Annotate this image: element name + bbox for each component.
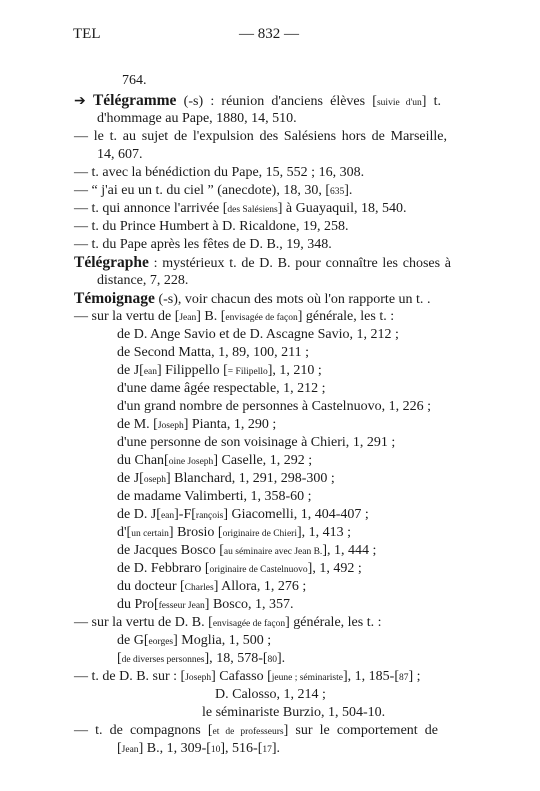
bold-ref: 1, [218, 345, 229, 360]
editorial-insert: envisagée de façon [212, 619, 286, 629]
bold-ref: t. [416, 292, 424, 307]
text-run: ), voir chacun des mots où l'on rapporte un [173, 292, 417, 307]
bold-ref: 1, [228, 633, 240, 648]
bold-ref: 1, [283, 687, 294, 702]
index-line [74, 92, 441, 112]
index-line [117, 560, 362, 579]
bold-ref: 18, [283, 183, 301, 198]
bold-ref: t. [109, 129, 118, 144]
bold-ref: 14, [97, 147, 115, 162]
bold-ref: 1, [269, 453, 281, 468]
index-line [97, 272, 188, 289]
text-run: — [74, 165, 92, 180]
bold-ref: 1, [283, 381, 294, 396]
text-run: du Prince Humbert à D. Ricaldone, [98, 219, 304, 234]
text-run: D. Calosso, [215, 687, 284, 702]
index-line [117, 416, 276, 435]
index-line [117, 578, 306, 597]
text-run: ], [296, 525, 309, 540]
index-line [117, 326, 399, 343]
text-run: ]. [271, 741, 281, 756]
text-run: ( [176, 94, 189, 109]
text-run: 764. [122, 73, 147, 88]
italic-text: -s [188, 94, 199, 109]
index-line [74, 290, 430, 308]
text-run: ] à Guayaquil, [277, 201, 361, 216]
text-run: de Second Matta, [117, 345, 219, 360]
index-line [117, 362, 322, 381]
editorial-insert: oseph [143, 475, 166, 485]
index-line [117, 596, 293, 615]
bold-ref: 1, [308, 525, 320, 540]
editorial-insert: 17 [262, 745, 272, 755]
text-run: de D. B. sur : [ [98, 669, 186, 684]
text-run: — t. du Pape après les fêtes de D. B., [74, 237, 287, 252]
editorial-insert: ean [160, 511, 175, 521]
index-line [202, 704, 385, 721]
index-line [122, 72, 147, 89]
index-line [117, 398, 431, 415]
bold-ref: t. [366, 615, 375, 630]
text-run: ]. [344, 183, 353, 198]
text-run: 578-[ [233, 651, 268, 666]
text-run: du Chan[ [117, 453, 169, 468]
text-run: ]. [277, 651, 286, 666]
editorial-insert: oine Joseph [168, 457, 214, 467]
text-run: 212 ; [293, 381, 326, 396]
text-run: de compagnons [ [102, 723, 213, 738]
bold-ref: 1, [388, 399, 400, 414]
text-run: 607. [114, 147, 143, 162]
index-line [117, 650, 285, 669]
text-run: 292 ; [280, 453, 313, 468]
bold-ref: 1, [356, 327, 368, 342]
index-line [117, 506, 369, 525]
text-run: . [423, 292, 431, 307]
text-run: 290 ; [244, 417, 277, 432]
text-run: ] B., [138, 741, 167, 756]
index-line [74, 200, 406, 219]
headword: Témoignage [74, 290, 155, 307]
index-line [117, 542, 376, 561]
text-run: 358-60 ; [260, 489, 312, 504]
text-run: d'[ [117, 525, 132, 540]
editorial-insert: Joseph [185, 673, 212, 683]
text-run: — [74, 201, 92, 216]
editorial-insert: Joseph [157, 421, 184, 431]
text-run: — [74, 723, 96, 738]
bold-ref: 1, [238, 471, 250, 486]
editorial-insert: jeune ; séminariste [271, 673, 343, 683]
text-run: de J[ [117, 471, 144, 486]
editorial-insert: Charles [184, 583, 214, 593]
text-run: le séminariste Burzio, [202, 705, 328, 720]
bold-ref: 1, [254, 597, 266, 612]
text-run: ], [267, 363, 280, 378]
index-line [74, 254, 451, 272]
bold-ref: 1, [333, 543, 345, 558]
index-line [117, 452, 312, 471]
text-run: de D. J[ [117, 507, 161, 522]
bold-ref: 7, [149, 273, 161, 288]
bold-ref: 1, [300, 507, 312, 522]
index-line [74, 308, 394, 327]
text-run: distance, [97, 273, 150, 288]
index-line [74, 668, 421, 687]
headword: Télégramme [92, 92, 177, 109]
text-run: — sur la vertu de D. B. [ [74, 615, 213, 630]
text-run: ( [154, 292, 164, 307]
index-line [117, 632, 271, 651]
index-line [97, 110, 297, 127]
editorial-insert: ean [143, 367, 158, 377]
text-run: ], [307, 561, 320, 576]
editorial-insert: suivie d'un [376, 98, 422, 108]
text-run: ] Blanchard, [166, 471, 239, 486]
text-run: de D. Ange Savio et de D. Ascagne Savio, [117, 327, 357, 342]
bold-ref: 18, [216, 651, 234, 666]
text-run: ] [421, 94, 434, 109]
text-run: 258. [320, 219, 349, 234]
editorial-insert: originaire de Castelnuovo [209, 565, 308, 575]
text-run: 552 ; [283, 165, 319, 180]
text-run: ] Bosco, [204, 597, 255, 612]
bold-ref: 18, [360, 201, 379, 216]
index-line [215, 686, 326, 703]
bold-ref: 1, [319, 561, 330, 576]
bold-ref: ➔ [74, 94, 93, 109]
index-line [74, 182, 352, 201]
text-run: ] générale, les [285, 615, 367, 630]
index-line [117, 434, 395, 451]
bold-ref: t. [91, 165, 99, 180]
italic-text: 1880, [216, 111, 248, 126]
index-line [117, 524, 351, 543]
text-run: ], [342, 669, 355, 684]
headword: Télégraphe [74, 254, 149, 271]
bold-ref: 1, [250, 489, 261, 504]
text-run: 510. [268, 111, 297, 126]
bold-ref: 1, [354, 669, 366, 684]
text-run: ] Moglia, [173, 633, 229, 648]
text-run: ], [204, 651, 217, 666]
bold-ref: 1, [352, 435, 364, 450]
bold-ref: 14, [251, 111, 269, 126]
editorial-insert: 10 [210, 745, 221, 755]
text-run: ] sur le comportement de [283, 723, 439, 738]
text-run: 348. [303, 237, 332, 252]
bold-ref: 1, [279, 363, 290, 378]
bold-ref: t. [433, 94, 441, 109]
text-run: d'une dame âgée respectable, [117, 381, 284, 396]
text-run: 357. [265, 597, 294, 612]
running-head: TEL [73, 26, 101, 42]
text-run: 540. [378, 201, 407, 216]
page-header [73, 26, 465, 46]
text-run: 404-407 ; [311, 507, 369, 522]
text-run: [ [117, 741, 122, 756]
editorial-insert: fesseur Jean [158, 601, 205, 611]
page-number: — 832 — [239, 26, 299, 42]
text-run: : mystérieux t. de D. B. pour connaître les choses à [148, 256, 451, 271]
index-line [97, 146, 143, 163]
text-run: de madame Valimberti, [117, 489, 251, 504]
editorial-insert: de diverses personnes [121, 655, 205, 665]
text-run: 500 ; [239, 633, 272, 648]
editorial-insert: rançois [195, 511, 224, 521]
text-run: — [74, 669, 92, 684]
editorial-insert: originaire de Chieri [222, 529, 297, 539]
text-run: ] Filippello [ [157, 363, 228, 378]
bold-ref: 1, [233, 417, 245, 432]
text-run: de J[ [117, 363, 144, 378]
text-run: 291, 298-300 ; [249, 471, 335, 486]
text-run: ] B. [ [196, 309, 226, 324]
text-run: 291 ; [363, 435, 396, 450]
editorial-insert: un certain [131, 529, 169, 539]
text-run: ] Pianta, [183, 417, 234, 432]
editorial-insert: des Salésiens [227, 205, 278, 215]
editorial-insert: Jean [179, 313, 197, 323]
text-run: ] Caselle, [213, 453, 270, 468]
index-line [117, 740, 280, 759]
editorial-insert: = Filipello [227, 367, 268, 377]
index-line [74, 164, 364, 181]
bold-ref: 19, [286, 237, 304, 252]
text-run: 413 ; [319, 525, 352, 540]
text-run: 504-10. [338, 705, 386, 720]
editorial-insert: envisagée de façon [225, 313, 298, 323]
editorial-insert: 80 [267, 655, 278, 665]
text-run: de D. Febbraro [ [117, 561, 210, 576]
text-run: 185-[ [365, 669, 399, 684]
editorial-insert: 87 [398, 673, 409, 683]
text-run: : [386, 309, 395, 324]
index-line [74, 218, 349, 235]
index-line [117, 344, 309, 361]
text-run: d'un grand nombre de personnes à Castelnuovo, [117, 399, 389, 414]
text-run: ] Giacomelli, [223, 507, 301, 522]
bold-ref: 1, [263, 579, 275, 594]
text-run: d'hommage au Pape, [97, 111, 217, 126]
editorial-insert: eorges [148, 637, 174, 647]
bold-ref: t. [91, 219, 99, 234]
text-run: ] générale, les [297, 309, 380, 324]
index-line [117, 380, 326, 397]
text-run: au sujet de l'expulsion des Salésiens hors de Marseille, [117, 129, 447, 144]
text-run: ) : réunion d'anciens élèves [ [198, 94, 377, 109]
text-run: du Pro[ [117, 597, 159, 612]
text-run: — “ j'ai eu un [74, 183, 156, 198]
index-line [74, 722, 438, 741]
text-run: ], 516-[ [220, 741, 263, 756]
index-line [74, 128, 447, 145]
text-run: 212 ; [367, 327, 399, 342]
editorial-insert: Jean [121, 745, 139, 755]
editorial-insert: et de professeurs [212, 727, 284, 737]
text-run: [ [117, 651, 122, 666]
text-run: 444 ; [344, 543, 377, 558]
text-run: 492 ; [329, 561, 362, 576]
bold-ref: t. [155, 183, 163, 198]
editorial-insert: 635 [330, 187, 345, 197]
text-run: ]-F[ [174, 507, 196, 522]
bold-ref: t. [91, 669, 99, 684]
index-line [117, 470, 335, 489]
text-run: — [74, 219, 92, 234]
text-run: de Jacques Bosco [ [117, 543, 224, 558]
text-run: 214 ; [293, 687, 326, 702]
text-run: — le [74, 129, 110, 144]
text-run: d'une personne de son voisinage à Chieri, [117, 435, 353, 450]
bold-ref: t. [95, 723, 103, 738]
text-run: du ciel ” (anecdote), [162, 183, 284, 198]
italic-text: -s [163, 292, 174, 307]
text-run: 308. [336, 165, 365, 180]
text-run: 226 ; [399, 399, 431, 414]
text-run: qui annonce l'arrivée [ [98, 201, 228, 216]
text-run: 309-[ [177, 741, 211, 756]
text-run: de G[ [117, 633, 149, 648]
text-run: ] Cafasso [ [211, 669, 272, 684]
index-line [74, 614, 382, 633]
text-run: : [374, 615, 382, 630]
text-run: 89, 100, 211 ; [228, 345, 309, 360]
bold-ref: 1, [166, 741, 178, 756]
text-run: ] Allora, [213, 579, 264, 594]
text-run: de M. [ [117, 417, 158, 432]
index-line [117, 488, 312, 505]
bold-ref: t. [91, 201, 99, 216]
text-run: 30, [ [300, 183, 331, 198]
bold-ref: 15, [265, 165, 284, 180]
editorial-insert: au séminaire avec Jean B. [223, 547, 323, 557]
text-run: du docteur [ [117, 579, 185, 594]
text-run: ] ; [408, 669, 421, 684]
bold-ref: 16, [318, 165, 337, 180]
bold-ref: 19, [303, 219, 321, 234]
text-run: 210 ; [289, 363, 322, 378]
index-line [74, 236, 332, 253]
text-run: avec la bénédiction du Pape, [98, 165, 266, 180]
text-run: ] Brosio [ [168, 525, 223, 540]
text-run: 276 ; [274, 579, 307, 594]
bold-ref: t. [379, 309, 387, 324]
text-run: 228. [160, 273, 189, 288]
text-run: — sur la vertu de [ [74, 309, 180, 324]
text-run: ], [322, 543, 334, 558]
bold-ref: 1, [327, 705, 339, 720]
